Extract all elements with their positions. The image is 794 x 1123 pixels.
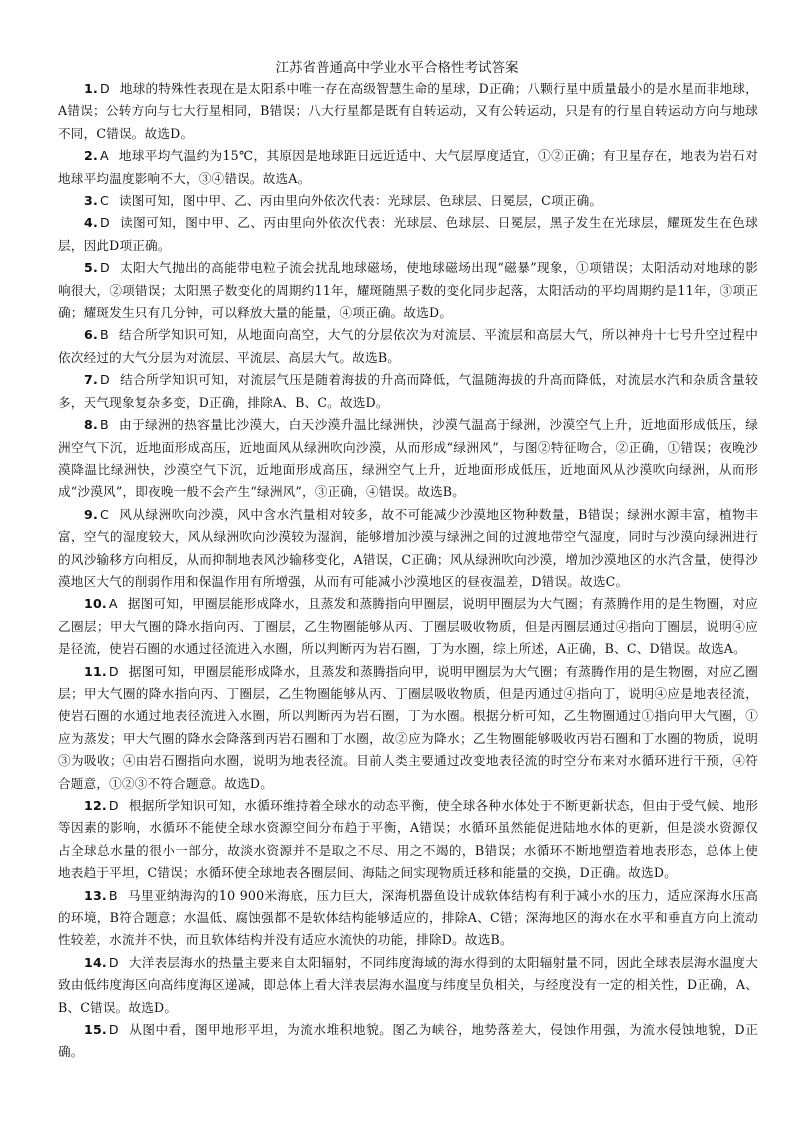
- answer-list: [58, 78, 758, 1064]
- answer-choice: D: [108, 1022, 119, 1038]
- question-number: 8.: [84, 417, 98, 433]
- question-number: 9.: [84, 506, 98, 522]
- explanation-text: 根据所学知识可知，水循环维持着全球水的动态平衡，使全球各种水体处于不断更新状态，但由于受气候、地形等因素的影响，水循环不能使全球水资源空间分布趋于平衡，A错误；水循环虽然能促进陆地水体的更新，但是淡水资源仅占全球总水量的很小一部分，故淡水资源并不是取之不尽、用之不竭的，B错误；水循环不断地塑造着地表形态，总体上使地表趋于平坦，C错误；水循环使全球地表各圈层间、海陆之间实现物质迁移和能量的交换，D正确。故选D。: [58, 798, 758, 881]
- answer-item-14: [58, 952, 758, 1019]
- question-number: 3.: [84, 193, 98, 209]
- answer-choice: A: [108, 596, 118, 612]
- explanation-text: 大洋表层海水的热量主要来自太阳辐射，不同纬度海域的海水得到的太阳辐射量不同，因此全球表层海水温度大致由低纬度海区向高纬度海区递减，即总体上看大洋表层海水温度与纬度呈负相关，与经度没有一定的相关性，D正确，A、B、C错误。故选D。: [58, 954, 758, 1015]
- answer-item-3: [58, 190, 758, 212]
- answer-choice: C: [99, 506, 109, 522]
- answer-item-6: [58, 324, 758, 369]
- explanation-text: 读图可知，图中甲、乙、丙由里向外依次代表：光球层、色球层、日冕层，黑子发生在光球层，耀斑发生在色球层，因此D项正确。: [58, 215, 758, 253]
- question-number: 1.: [84, 81, 98, 96]
- explanation-text: 从图中看，图甲地形平坦，为流水堆积地貌。图乙为峡谷，地势落差大，侵蚀作用强，为流水侵蚀地貌，D正确。: [58, 1022, 758, 1060]
- question-number: 7.: [84, 372, 98, 388]
- answer-choice: D: [99, 215, 110, 231]
- answer-choice: A: [99, 148, 109, 164]
- answer-choice: D: [99, 81, 110, 96]
- answer-choice: B: [99, 417, 109, 433]
- answer-item-1: [58, 78, 758, 145]
- explanation-text: 结合所学知识可知，从地面向高空，大气的分层依次为对流层、平流层和高层大气，所以神舟十七号升空过程中依次经过的大气分层为对流层、平流层、高层大气。故选B。: [58, 327, 758, 365]
- explanation-text: 由于绿洲的热容量比沙漠大，白天沙漠升温比绿洲快，沙漠气温高于绿洲，沙漠空气上升，近地面形成低压，绿洲空气下沉，近地面形成高压，近地面风从绿洲吹向沙漠，从而形成“绿洲风”，与图②特征吻合，②正确，①错误；夜晚沙漠降温比绿洲快，沙漠空气下沉，近地面形成高压，绿洲空气上升，近地面形成低压，近地面风从沙漠吹向绿洲，从而形成“沙漠风”，即夜晚一般不会产生“绿洲风”，③正确，④错误。故选B。: [58, 417, 758, 500]
- explanation-text: 据图可知，甲圈层能形成降水，且蒸发和蒸腾指向甲圈层，说明甲圈层为大气圈；有蒸腾作用的是生物圈，对应乙圈层；甲大气圈的降水指向丙、丁圈层，乙生物圈能够从丙、丁圈层吸收物质，但是丙圈层通过④指向丁圈层，说明④应是径流，使岩石圈的水通过径流进入水圈，所以判断丙为岩石圈，丁为水圈，综上所述，A正确，B、C、D错误。故选A。: [58, 596, 758, 657]
- explanation-text: 地球平均气温约为15℃，其原因是地球距日远近适中、大气层厚度适宜，①②正确；有卫星存在，地表为岩石对地球平均温度影响不大，③④错误。故选A。: [58, 148, 758, 186]
- answer-item-9: [58, 504, 758, 594]
- explanation-text: 地球的特殊性表现在是太阳系中唯一存在高级智慧生命的星球，D正确；八颗行星中质量最小的是水星而非地球，A错误；公转方向与七大行星相同，B错误；八大行星都是既有自转运动，又有公转运动，只是有的行星自转运动方向与地球不同，C错误。故选D。: [58, 81, 758, 141]
- explanation-text: 结合所学知识可知，对流层气压是随着海拔的升高而降低，气温随海拔的升高而降低，对流层水汽和杂质含量较多，天气现象复杂多变，D正确，排除A、B、C。故选D。: [58, 372, 758, 410]
- question-number: 4.: [84, 215, 98, 231]
- question-number: 13.: [84, 887, 107, 903]
- question-number: 12.: [84, 798, 107, 813]
- question-number: 6.: [84, 327, 98, 343]
- answer-item-5: [58, 257, 758, 324]
- answer-item-4: [58, 212, 758, 257]
- answer-item-8: [58, 414, 758, 504]
- answer-item-11: [58, 661, 758, 795]
- answer-item-12: [58, 795, 758, 885]
- answer-choice: D: [108, 798, 119, 813]
- question-number: 5.: [84, 260, 98, 276]
- answer-choice: D: [99, 372, 110, 388]
- answer-item-10: [58, 593, 758, 660]
- question-number: 10.: [84, 596, 107, 612]
- page-title: 江苏省普通高中学业水平合格性考试答案: [275, 60, 519, 76]
- question-number: 11.: [84, 663, 107, 679]
- answer-choice: B: [99, 327, 109, 343]
- explanation-text: 据图可知，甲圈层能形成降水，且蒸发和蒸腾指向甲，说明甲圈层为大气圈；有蒸腾作用的是生物圈，对应乙圈层；甲大气圈的降水指向丙、丁圈层，乙生物圈能够从丙、丁圈层吸收物质，但是丙通过④指向丁，说明④应是地表径流，使岩石圈的水通过地表径流进入水圈，所以判断丙为岩石圈，丁为水圈。根据分析可知，乙生物圈通过①指向甲大气圈，①应为蒸发；甲大气圈的降水会降落到丙岩石圈和丁水圈，故②应为降水；乙生物圈能够吸收丙岩石圈和丁水圈的物质，说明③为吸收；④由岩石圈指向水圈，说明为地表径流。目前人类主要通过改变地表径流的时空分布来对水循环进行干预，④符合题意，①②③不符合题意。故选D。: [58, 663, 758, 791]
- explanation-text: 马里亚纳海沟的10 900米海底，压力巨大，深海机器鱼设计成软体结构有利于减小水的压力，适应深海水压高的环境，B符合题意；水温低、腐蚀强都不是软体结构能够适应的，排除A、C错；深海地区的海水在水平和垂直方向上流动性较差，水流并不快，而且软体结构并没有适应水流快的功能，排除D。故选B。: [58, 887, 758, 948]
- explanation-text: 太阳大气抛出的高能带电粒子流会扰乱地球磁场，使地球磁场出现“磁暴”现象，①项错误；太阳活动对地球的影响很大，②项错误；太阳黑子数变化的周期约11年，耀斑随黑子数的变化同步起落，太阳活动的平均周期约是11年，③项正确；耀斑发生只有几分钟，可以释放大量的能量，④项正确。故选D。: [58, 260, 758, 321]
- explanation-text: 读图可知，图中甲、乙、丙由里向外依次代表：光球层、色球层、日冕层，C项正确。: [118, 193, 603, 209]
- explanation-text: 风从绿洲吹向沙漠，风中含水汽量相对较多，故不可能减少沙漠地区物种数量，B错误；绿洲水源丰富，植物丰富，空气的湿度较大，风从绿洲吹向沙漠较为湿润，能够增加沙漠与绿洲之间的过渡地带空气湿度，同时与沙漠向绿洲进行的风沙输移方向相反，从而抑制地表风沙输移变化，A错误，C正确；风从绿洲吹向沙漠，增加沙漠地区的水汽含量，使得沙漠地区大气的削弱作用和保温作用有所增强，从而有可能减小沙漠地区的昼夜温差，D错误。故选C。: [58, 506, 758, 589]
- question-number: 15.: [84, 1022, 107, 1038]
- answer-choice: D: [99, 260, 110, 276]
- question-number: 14.: [84, 954, 107, 970]
- answer-item-2: [58, 145, 758, 190]
- answer-item-13: [58, 885, 758, 952]
- answer-item-15: [58, 1019, 758, 1064]
- question-number: 2.: [84, 148, 98, 164]
- answer-choice: D: [108, 663, 119, 679]
- answer-choice: C: [99, 193, 109, 209]
- answer-item-7: [58, 369, 758, 414]
- answer-choice: B: [108, 887, 118, 903]
- answer-choice: D: [108, 954, 119, 970]
